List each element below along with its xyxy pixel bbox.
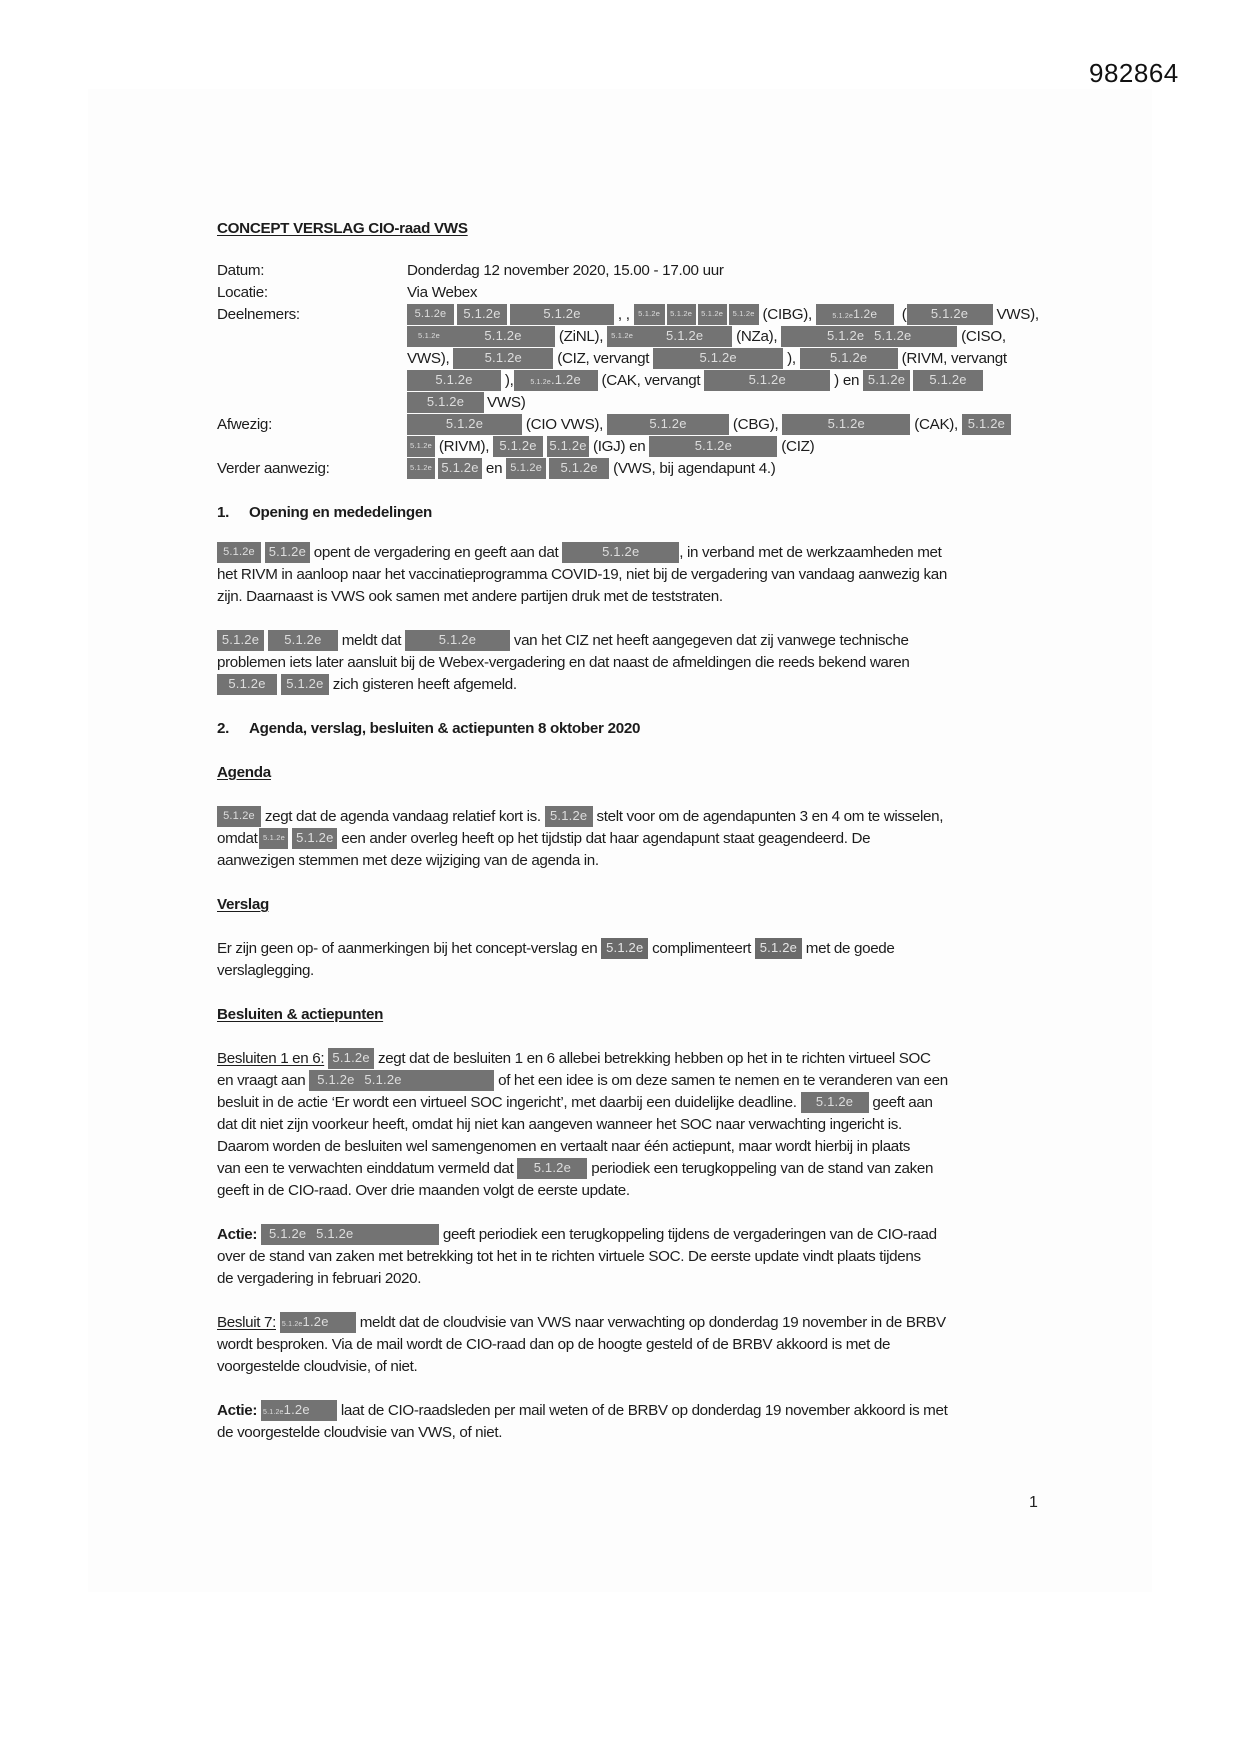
redaction: 5.1.2e (913, 370, 983, 391)
datum-label: Datum: (217, 262, 265, 279)
paragraph-line: verslaglegging. (217, 962, 314, 979)
deelnemers-line-1: 5.1.2e 5.1.2e 5.1.2e , , 5.1.2e 5.1.2e 5.1.2e 5.1.2e (CIBG), 5.1.2e1.2e ( 5.1.2e VWS), (407, 304, 1039, 326)
redaction: 5.1.2e (451, 326, 555, 347)
paragraph-line: 5.1.2e zegt dat de agenda vandaag relatief kort is. 5.1.2e stelt voor om de agendapunten 3 en 4 om te wisselen, (217, 806, 943, 828)
paragraph-line: voorgestelde cloudvisie, of niet. (217, 1358, 418, 1375)
afwezig-line-1: 5.1.2e (CIO VWS), 5.1.2e (CBG), 5.1.2e (CAK), 5.1.2e (407, 414, 1011, 436)
redaction: 5.1.2e (407, 414, 522, 435)
verder-aanwezig-value: 5.1.2e 5.1.2e en 5.1.2e 5.1.2e (VWS, bij agendapunt 4.) (407, 458, 776, 480)
redaction: 5.1.2e (407, 436, 435, 457)
redaction: 5.1.2e (962, 414, 1011, 435)
deelnemers-label: Deelnemers: (217, 306, 300, 323)
datum-value: Donderdag 12 november 2020, 15.00 - 17.00 uur (407, 262, 724, 279)
redaction: 5.1.2e.1.2e (514, 370, 598, 391)
redaction: 5.1.2e (547, 436, 589, 457)
document-id: 982864 (1089, 58, 1179, 88)
locatie-label: Locatie: (217, 284, 268, 301)
redaction: 5.1.2e (407, 304, 454, 325)
paragraph-line: van een te verwachten einddatum vermeld dat 5.1.2e periodiek een terugkoppeling van de stand van zaken (217, 1160, 934, 1177)
redaction: 5.1.2e (438, 458, 482, 479)
agenda-heading: Agenda (217, 764, 271, 781)
redaction: 5.1.2e (907, 304, 993, 325)
paragraph-line: Besluit 7: 5.1.2e1.2e meldt dat de cloudvisie van VWS naar verwachting op donderdag 19 november in de BRBV (217, 1314, 946, 1331)
paragraph-line: wordt besproken. Via de mail wordt de CIO-raad dan op de hoogte gesteld of de BRBV akkoord is met de (217, 1336, 891, 1353)
redaction: 5.1.2e (407, 458, 435, 479)
deelnemers-line-4: 5.1.2e ), 5.1.2e.1.2e (CAK, vervangt 5.1.2e ) en 5.1.2e 5.1.2e (407, 370, 983, 392)
redaction: 5.1.2e (649, 436, 777, 457)
redaction: 5.1.2e (634, 304, 665, 325)
paragraph-line: het RIVM in aanloop naar het vaccinatieprogramma COVID-19, niet bij de vergadering van vandaag aanwezig kan (217, 566, 947, 583)
paragraph-line: de voorgestelde cloudvisie van VWS, of niet. (217, 1424, 503, 1441)
page-number: 1 (1029, 1494, 1038, 1511)
verslag-heading: Verslag (217, 896, 269, 913)
paragraph-line: problemen iets later aansluit bij de Webex-vergadering en dat naast de afmeldingen die reeds bekend waren (217, 654, 910, 671)
paragraph-line: Actie: 5.1.2e 5.1.2e geeft periodiek een terugkoppeling tijdens de vergaderingen van de CIO-raad (217, 1226, 937, 1243)
paragraph-line: 5.1.2e 5.1.2e zich gisteren heeft afgemeld. (217, 674, 517, 696)
redaction: 5.1.2e (457, 304, 507, 325)
afwezig-line-2: 5.1.2e (RIVM), 5.1.2e 5.1.2e (IGJ) en 5.1.2e (CIZ) (407, 436, 814, 458)
paragraph-line: de vergadering in februari 2020. (217, 1270, 422, 1287)
locatie-value: Via Webex (407, 284, 478, 301)
paragraph-line: Besluiten 1 en 6: 5.1.2e zegt dat de besluiten 1 en 6 allebei betrekking hebben op het in te richten virtueel SOC (217, 1050, 931, 1067)
redaction: 5.1.2e (607, 414, 729, 435)
redaction: 5.1.2e (782, 414, 910, 435)
redaction: 5.1.2e (704, 370, 830, 391)
besluiten-heading: Besluiten & actiepunten (217, 1006, 384, 1023)
paragraph-line: Daarom worden de besluiten wel samengenomen en vertaalt naar één actiepunt, maar wordt hierbij in plaats (217, 1138, 911, 1155)
redaction: 5.1.2e1.2e (816, 304, 894, 325)
paragraph-line: over de stand van zaken met betrekking tot het in te richten virtuele SOC. De eerste update vindt plaats tijdens (217, 1248, 921, 1265)
redaction: 5.1.2e (549, 458, 609, 479)
redaction: 5.1.2e (729, 304, 759, 325)
verder-aanwezig-label: Verder aanwezig: (217, 460, 330, 477)
redaction: 5.1.2e (698, 304, 727, 325)
paragraph-line: dat dit niet zijn voorkeur heeft, omdat hij niet kan aangeven wanneer het SOC naar verwachting ingericht is. (217, 1116, 902, 1133)
paragraph-line: en vraagt aan 5.1.2e 5.1.2e of het een idee is om deze samen te nemen en te veranderen van een (217, 1072, 948, 1089)
redaction: 5.1.2e 5.1.2e (781, 326, 957, 347)
deelnemers-line-5: 5.1.2e VWS) (407, 392, 525, 414)
redaction: 5.1.2e (607, 326, 637, 347)
paragraph-line: 5.1.2e 5.1.2e meldt dat 5.1.2e van het CIZ net heeft aangegeven dat zij vanwege technische (217, 630, 909, 652)
paragraph-line: omdat 5.1.2e 5.1.2e een ander overleg heeft op het tijdstip dat haar agendapunt staat geagendeerd. De (217, 830, 871, 847)
redaction: 5.1.2e (653, 348, 783, 369)
redaction: 5.1.2e (407, 392, 484, 413)
paragraph-line: 5.1.2e 5.1.2e opent de vergadering en geeft aan dat 5.1.2e , in verband met de werkzaamheden met (217, 542, 942, 564)
redaction: 5.1.2e (407, 370, 501, 391)
paragraph-line: Actie: 5.1.2e1.2e laat de CIO-raadsleden per mail weten of de BRBV op donderdag 19 november akkoord is met (217, 1402, 948, 1419)
document-title: CONCEPT VERSLAG CIO-raad VWS (217, 220, 468, 237)
section-1-heading: 1. Opening en mededelingen (217, 504, 432, 521)
afwezig-label: Afwezig: (217, 416, 272, 433)
paragraph-line: zijn. Daarnaast is VWS ook samen met andere partijen druk met de teststraten. (217, 588, 723, 605)
paragraph-line: geeft in de CIO-raad. Over drie maanden volgt de eerste update. (217, 1182, 630, 1199)
deelnemers-line-3: VWS), 5.1.2e (CIZ, vervangt 5.1.2e ), 5.1.2e (RIVM, vervangt (407, 350, 1007, 367)
paragraph-line: besluit in de actie ‘Er wordt een virtueel SOC ingericht’, met daarbij een duidelijke deadline. 5.1.2e geeft aan (217, 1094, 933, 1111)
redaction: 5.1.2e (667, 304, 696, 325)
redaction: 5.1.2e (493, 436, 543, 457)
redaction: 5.1.2e (506, 458, 546, 479)
paragraph-line: Er zijn geen op- of aanmerkingen bij het concept-verslag en 5.1.2e complimenteert 5.1.2e met de goede (217, 940, 895, 957)
redaction: 5.1.2e (800, 348, 898, 369)
redaction: 5.1.2e (637, 326, 732, 347)
paragraph-line: aanwezigen stemmen met deze wijziging van de agenda in. (217, 852, 599, 869)
redaction: 5.1.2e (510, 304, 614, 325)
redaction: 5.1.2e (453, 348, 553, 369)
redaction: 5.1.2e (407, 326, 451, 347)
deelnemers-line-2: 5.1.2e 5.1.2e (ZiNL), 5.1.2e 5.1.2e (NZa), 5.1.2e 5.1.2e (CISO, (407, 326, 1006, 348)
redaction: 5.1.2e (863, 370, 910, 391)
section-2-heading: 2. Agenda, verslag, besluiten & actiepunten 8 oktober 2020 (217, 720, 641, 737)
